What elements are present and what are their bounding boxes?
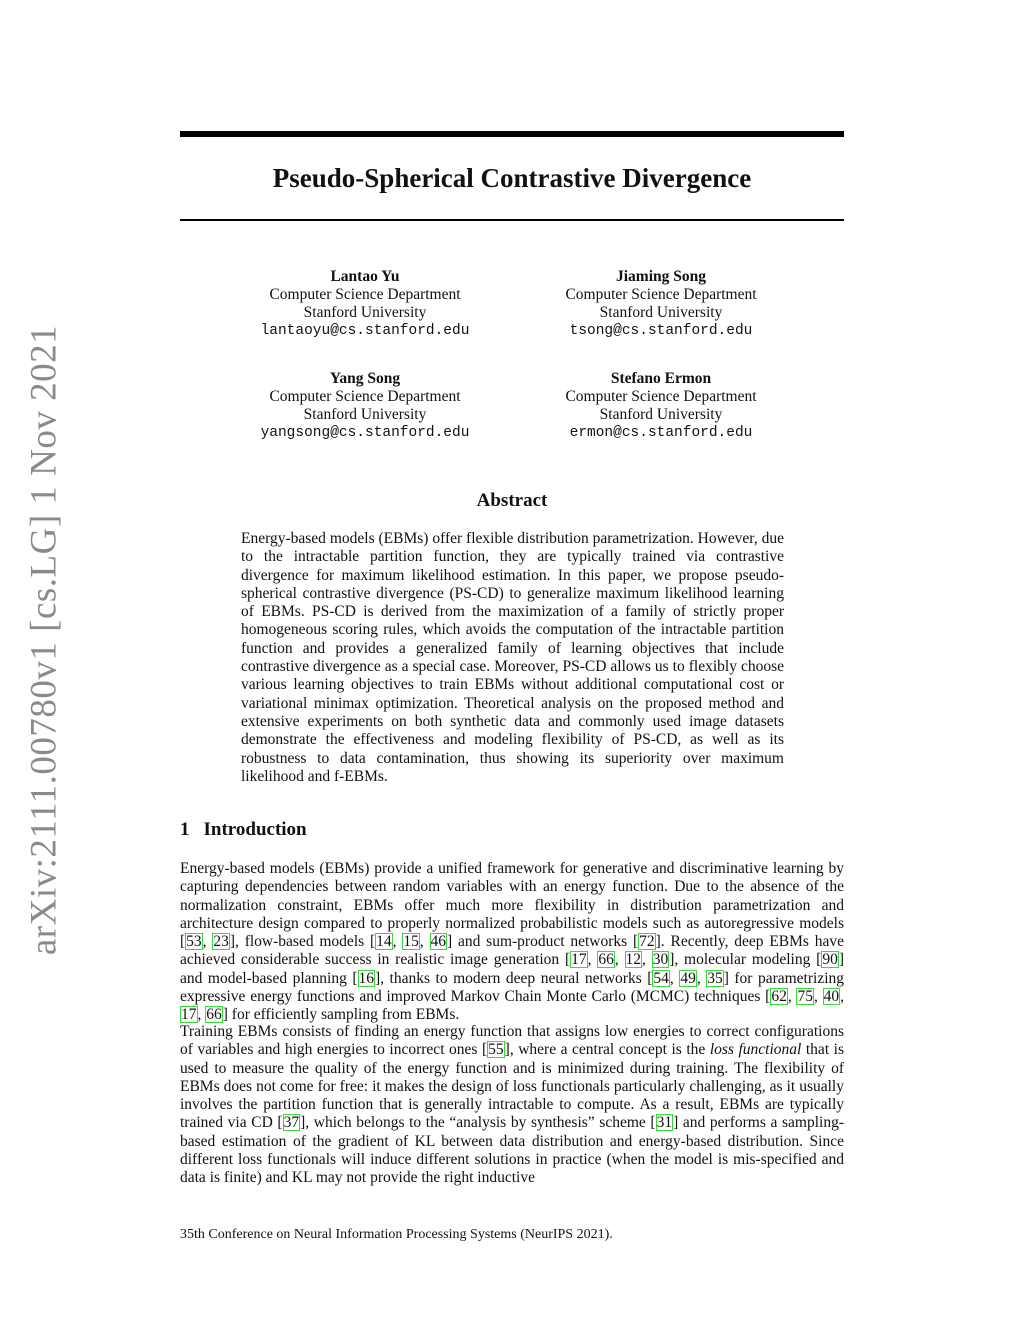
citation-link[interactable]: 16 [358,969,374,987]
citation-link[interactable]: 17 [571,951,587,969]
citation-link[interactable]: 31 [656,1114,673,1132]
paper-title: Pseudo-Spherical Contrastive Divergence [272,163,752,193]
citation-link[interactable]: 46 [430,933,447,951]
intro-paragraph-1: Energy-based models (EBMs) provide a unified framework for generative and discriminative learning by capturing dependencies between random variables with an energy function. Due to the absence of the normalization constraint, EBMs offer much more flexibility in distribution parametrization and architecture design compared to properly normalized probabilistic models such as autoregressive models [53, 23], flow-based models [14, 15, 46] and sum-product networks [72]. Recently, deep EBMs have achieved considerable success in realistic image generation [17, 66, 12, 30], molecular modeling [90] and model-based planning [16], thanks to modern deep neural networks [54, 49, 35] for parametrizing expressive energy functions and improved Markov Chain Monte Carlo (MCMC) techniques [62, 75, 40, 17, 66] for efficiently sampling from EBMs. [180,860,845,1024]
arxiv-identifier: arXiv:2111.00780v1 [cs.LG] 1 Nov 2021 [23,324,65,956]
citation-link[interactable]: 12 [625,951,641,969]
citation-link[interactable]: 55 [488,1041,504,1059]
author-block [215,268,515,340]
author-univ: Stanford University [303,406,427,423]
citation-link[interactable]: 62 [771,988,787,1006]
citation-link[interactable]: 40 [823,988,840,1006]
author-block [215,370,515,442]
conference-footnote: 35th Conference on Neural Information Processing Systems (NeurIPS 2021). [180,1227,613,1242]
citation-link[interactable]: 75 [797,988,813,1006]
author-block [511,370,811,442]
title-rule-top [180,131,844,137]
author-dept: Computer Science Department [269,286,461,303]
title-rule-bottom [180,219,844,221]
section-title: Introduction [203,819,307,840]
author-email[interactable]: ermon@cs.stanford.edu [569,425,753,441]
citation-link[interactable]: 53 [186,933,202,951]
citation-link[interactable]: 23 [213,933,229,951]
author-dept: Computer Science Department [565,286,757,303]
author-name: Jiaming Song [615,268,706,285]
citation-link[interactable]: 30 [652,951,669,969]
citation-link[interactable]: 37 [283,1114,300,1132]
citation-link[interactable]: 14 [376,933,392,951]
author-block [511,268,811,340]
citation-link[interactable]: 54 [653,969,669,987]
citation-link[interactable]: 66 [206,1006,222,1024]
author-name: Stefano Ermon [610,370,712,387]
section-heading [180,819,307,841]
abstract-text: Energy-based models (EBMs) offer flexible distribution parametrization. However, due to the intractable partition function, they are typically trained via contrastive divergence for maximum likelihood estimation. In this paper, we propose pseudo-spherical contrastive divergence (PS-CD) to generalize maximum likelihood learning of EBMs. PS-CD is derived from the maximization of a family of strictly proper homogeneous scoring rules, which avoids the computation of the intractable partition function and provides a generalized family of learning objectives that include contrastive divergence as a special case. Moreover, PS-CD allows us to flexibly choose various learning objectives to train EBMs without additional computational cost or variational minimax optimization. Theoretical analysis on the proposed method and extensive experiments on both synthetic data and commonly used image datasets demonstrate the effectiveness and modeling flexibility of PS-CD, as well as its robustness to data contamination, thus showing its superiority over maximum likelihood and f-EBMs. [241,530,784,785]
intro-paragraph-2: Training EBMs consists of finding an energy function that assigns low energies to correct configurations of variables and high energies to incorrect ones [55], where a central concept is the loss functional that is used to measure the quality of the energy function and is minimized during training. The flexibility of EBMs does not come for free: it makes the design of loss functionals particularly challenging, as it usually involves the partition function that is generally intractable to compute. As a result, EBMs are typically trained via CD [37], which belongs to the “analysis by synthesis” scheme [31] and performs a sampling-based estimation of the gradient of KL between data distribution and energy-based distribution. Since different loss functionals will induce different solutions in practice (when the model is mis-specified and data is finite) and KL may not provide the right inductive [180,1023,844,1187]
author-univ: Stanford University [599,406,723,423]
citation-link[interactable]: 17 [181,1006,197,1024]
citation-link[interactable]: 49 [680,969,696,987]
author-email[interactable]: lantaoyu@cs.stanford.edu [260,323,470,339]
author-dept: Computer Science Department [269,388,461,405]
citation-link[interactable]: 35 [707,969,723,987]
author-name: Yang Song [329,370,401,387]
author-dept: Computer Science Department [565,388,757,405]
section-number: 1 [180,819,190,840]
abstract-heading: Abstract [476,490,548,511]
author-univ: Stanford University [303,304,427,321]
citation-link[interactable]: 90 [822,951,838,969]
author-email[interactable]: tsong@cs.stanford.edu [569,323,753,339]
emphasis-text: loss functional [709,1041,802,1059]
author-email[interactable]: yangsong@cs.stanford.edu [260,425,470,441]
citation-link[interactable]: 66 [598,951,614,969]
citation-link[interactable]: 15 [403,933,419,951]
citation-link[interactable]: 72 [639,933,655,951]
author-univ: Stanford University [599,304,723,321]
author-name: Lantao Yu [330,268,400,285]
